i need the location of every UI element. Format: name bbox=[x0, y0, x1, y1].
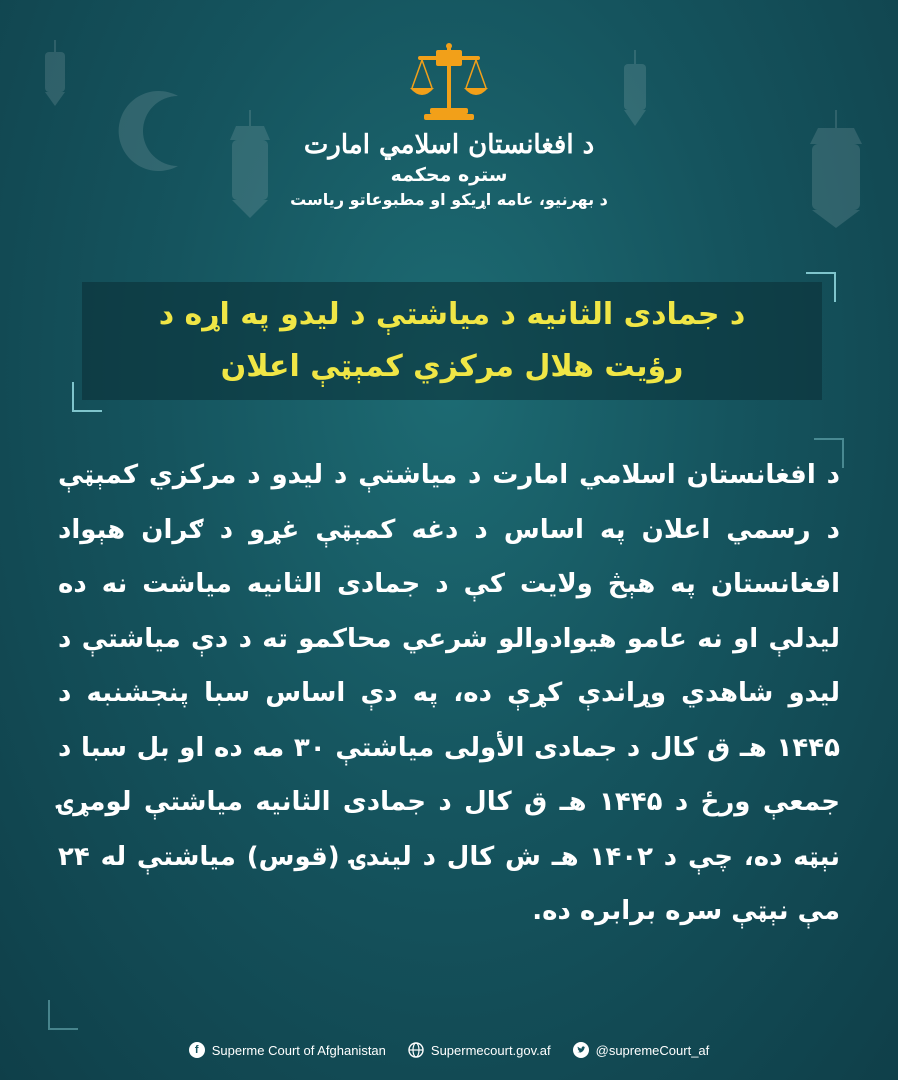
title-line-1: د جمادی الثانیه د میاشتې د لیدو په اړه د bbox=[158, 297, 746, 332]
footer-facebook[interactable] bbox=[189, 1042, 386, 1058]
website-url: Supermecourt.gov.af bbox=[430, 1042, 551, 1058]
facebook-icon: f bbox=[189, 1042, 205, 1058]
footer-website[interactable] bbox=[408, 1042, 551, 1058]
department-name: د بهرنیو، عامه اړیکو او مطبوعاتو ریاست bbox=[290, 190, 608, 209]
announcement-body: د افغانستان اسلامي امارت د میاشتې د لیدو د مرکزي کمېټې د رسمي اعلان په اساس د دغه کمېټې غړو د ګران هېواد افغانستان په هېڅ ولایت کې د جمادی الثانیه میاشت نه ده لیدلې او نه عامو هیوادوالو شرعي محاکمو ته د دې میاشتې د لیدو شاهدي وړاندې کړې ده، په دې اساس سبا پنجشنبه د ۱۴۴۵ هـ ق کال د جمادی الأولی میاشتې ۳۰ مه ده او بل سبا د جمعې ورځ د ۱۴۴۵ هـ ق کال د جمادی الثانیه میاشتې لومړۍ نېټه ده، چې د ۱۴۰۲ هـ ش کال د لیندۍ (قوس) میاشتې له ۲۴ مې نېټې سره برابره ده. bbox=[58, 460, 841, 926]
footer bbox=[0, 1042, 898, 1058]
twitter-handle: @supremeCourt_af bbox=[595, 1042, 710, 1058]
facebook-handle: Superme Court of Afghanistan bbox=[211, 1042, 386, 1058]
scales-of-justice-icon bbox=[408, 40, 490, 122]
title-line-2: رؤیت هلال مرکزي کمېټې اعلان bbox=[220, 349, 684, 384]
header bbox=[0, 40, 898, 209]
twitter-icon bbox=[573, 1042, 589, 1058]
announcement-title bbox=[82, 282, 822, 400]
court-name: ستره محکمه bbox=[390, 164, 508, 186]
footer-twitter[interactable] bbox=[573, 1042, 710, 1058]
emirate-calligraphy: د افغانستان اسلامي امارت bbox=[303, 130, 595, 160]
body-corner-bottom-left bbox=[48, 1000, 78, 1030]
globe-icon bbox=[408, 1042, 424, 1058]
